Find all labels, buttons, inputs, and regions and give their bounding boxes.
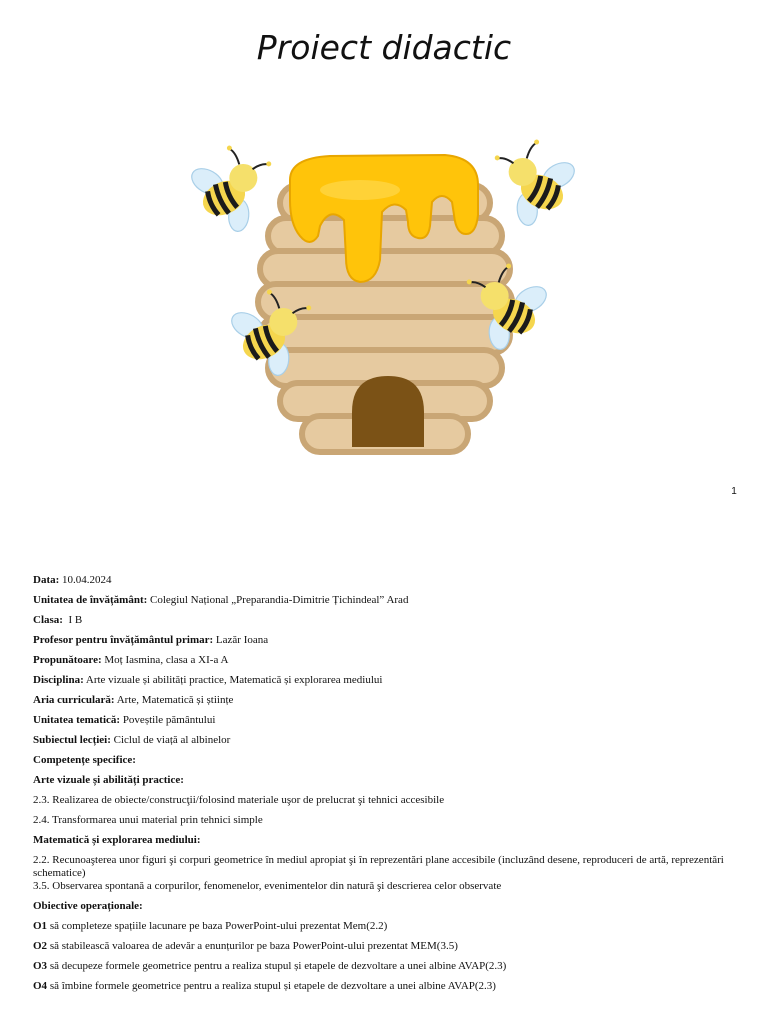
competenta-item: 2.2. Recunoaşterea unor figuri şi corpuri geometrice în mediul apropiat şi în reprezentări plane accesibile (incluzând desene, reproduceri de artă, reprezentări schematice) xyxy=(33,854,724,879)
obiectiv-item: O2 să stabilească valoarea de adevăr a enunțurilor pe baza PowerPoint-ului prezentat MEM(3.5) xyxy=(33,940,458,952)
mem-heading: Matematică și explorarea mediului: xyxy=(33,834,201,846)
field-aria: Aria curriculară: Arte, Matematică și științe xyxy=(33,694,234,706)
competenta-item: 3.5. Observarea spontană a corpurilor, fenomenelor, evenimentelor din natură şi descrierea celor observate xyxy=(33,880,502,892)
field-disciplina: Disciplina: Arte vizuale și abilități practice, Matematică și explorarea mediului xyxy=(33,674,383,686)
document-title: Proiect didactic xyxy=(256,28,512,67)
field-unitate-tematica: Unitatea tematică: Poveștile pământului xyxy=(33,714,216,726)
obiectiv-item: O1 să completeze spațiile lacunare pe baza PowerPoint-ului prezentat Mem(2.2) xyxy=(33,920,388,932)
field-clasa: Clasa: I B xyxy=(33,614,83,626)
beehive-illustration xyxy=(180,130,590,465)
competenta-item: 2.3. Realizarea de obiecte/construcţii/folosind materiale uşor de prelucrat şi tehnici accesibile xyxy=(33,794,445,806)
obiectiv-item: O3 să decupeze formele geometrice pentru a realiza stupul și etapele de dezvoltare a unei albine AVAP(2.3) xyxy=(33,960,507,972)
obiective-heading: Obiective operaționale: xyxy=(33,900,143,912)
field-unitate: Unitatea de învățământ: Colegiul Național „Preparandia-Dimitrie Țichindeal” Arad xyxy=(33,594,409,606)
competenta-item: 2.4. Transformarea unui material prin tehnici simple xyxy=(33,814,263,826)
page-number: 1 xyxy=(731,486,737,497)
field-propunator: Propunătoare: Moț Iasmina, clasa a XI-a A xyxy=(33,654,229,666)
field-data: Data: 10.04.2024 xyxy=(33,574,112,586)
obiectiv-item: O4 să îmbine formele geometrice pentru a realiza stupul și etapele de dezvoltare a unei albine AVAP(2.3) xyxy=(33,980,496,992)
avap-heading: Arte vizuale și abilități practice: xyxy=(33,774,184,786)
lesson-details xyxy=(33,574,733,1000)
field-profesor: Profesor pentru învățământul primar: Lazăr Ioana xyxy=(33,634,269,646)
field-subiect: Subiectul lecției: Ciclul de viață al albinelor xyxy=(33,734,231,746)
competente-heading: Competențe specifice: xyxy=(33,754,136,766)
